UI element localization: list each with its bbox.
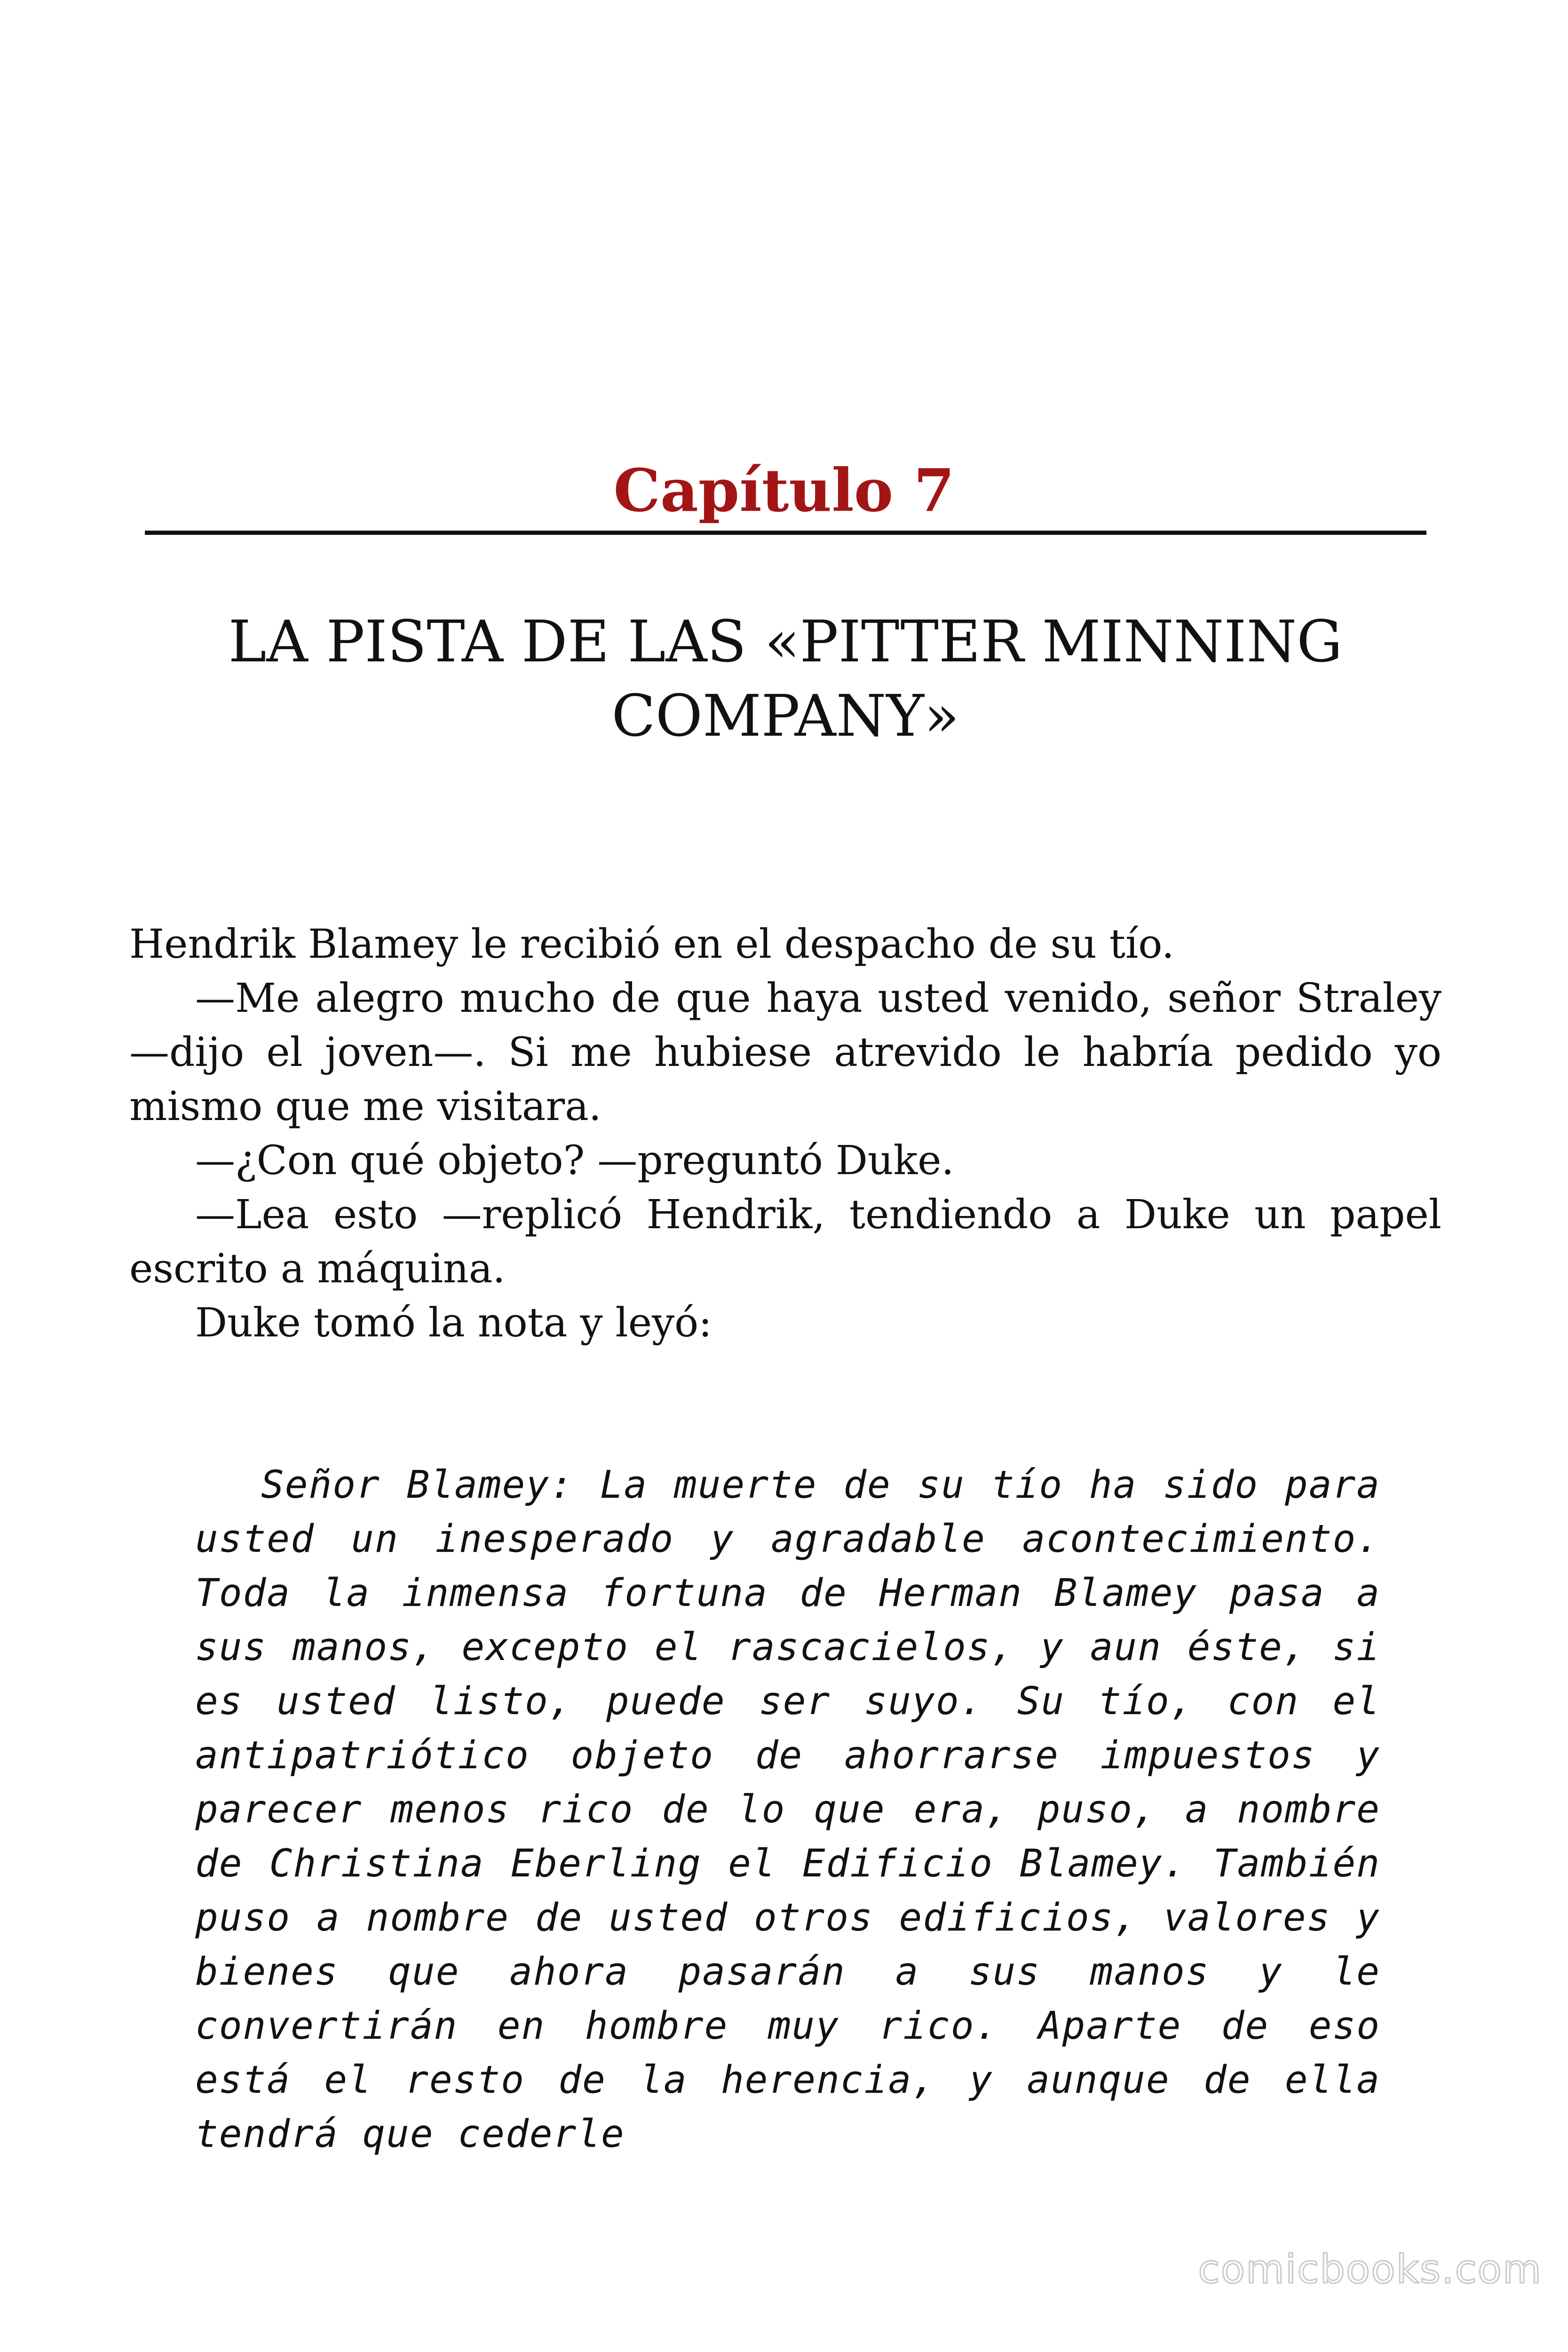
chapter-divider [145, 531, 1426, 535]
body-text [129, 917, 1441, 1350]
paragraph: Duke tomó la nota y leyó: [195, 1300, 712, 1346]
paragraph: —Lea esto —replicó Hendrik, tendiendo a Duke un papel escrito a máquina. [129, 1192, 1441, 1292]
chapter-title: Capítulo 7 [613, 456, 955, 525]
letter-text: Señor Blamey: La muerte de su tío ha sido para usted un inesperado y agradable acontecimiento. Toda la inmensa fortuna de Herman Blamey pasa a sus manos, excepto el rascacielos, y aun éste, si es usted listo, puede ser suyo. Su tío, con el antipatriótico objeto de ahorrarse impuestos y parecer menos rico de lo que era, puso, a nombre de Christina Eberling el Edificio Blamey. También puso a nombre de usted otros edificios, valores y bienes que ahora pasarán a sus manos y le convertirán en hombre muy rico. Aparte de eso está el resto de la herencia, y aunque de ella tendrá que cederle [195, 1463, 1380, 2156]
chapter-subtitle: LA PISTA DE LAS «PITTER MINNING COMPANY» [228, 608, 1343, 749]
typed-letter [195, 1458, 1380, 2161]
watermark: comicbooks.com [1198, 2246, 1542, 2292]
paragraph: Hendrik Blamey le recibió en el despacho de su tío. [129, 921, 1174, 968]
paragraph: —¿Con qué objeto? —preguntó Duke. [195, 1137, 954, 1184]
paragraph: —Me alegro mucho de que haya usted venido, señor Straley —dijo el joven—. Si me hubiese atrevido le habría pedido yo mismo que me visitara. [129, 975, 1441, 1130]
